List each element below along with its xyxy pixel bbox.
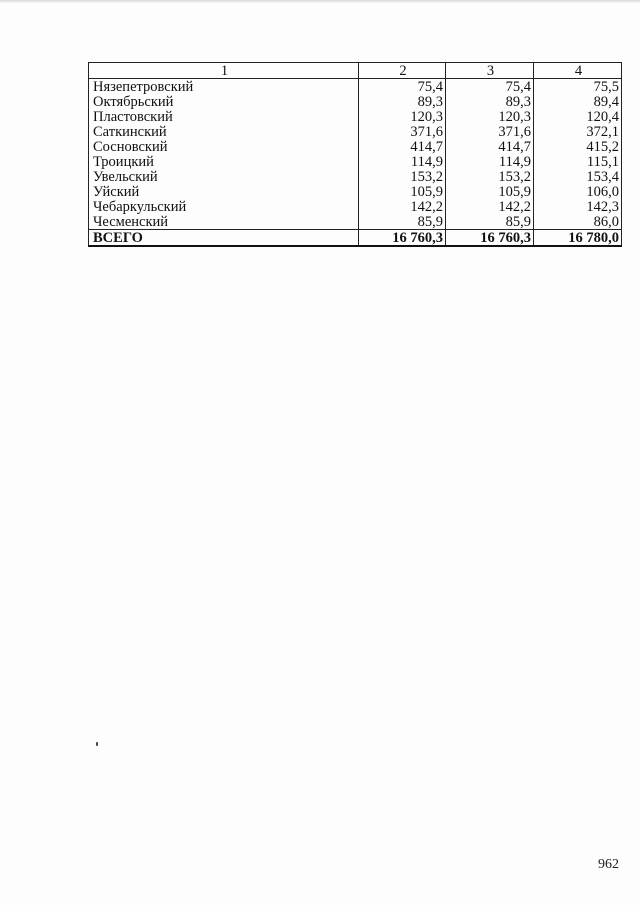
column-header: 3	[446, 63, 534, 79]
page-number: 962	[598, 857, 619, 872]
table-total-row	[89, 230, 622, 247]
cell-value: 120,3	[446, 109, 534, 124]
cell-value: 89,3	[359, 94, 446, 109]
total-value: 16 760,3	[359, 230, 446, 247]
district-name: Уйский	[89, 184, 359, 199]
district-name: Троицкий	[89, 154, 359, 169]
district-name: Чесменский	[89, 214, 359, 230]
table-row	[89, 79, 622, 95]
district-name: Нязепетровский	[89, 79, 359, 95]
cell-value: 75,4	[446, 79, 534, 95]
total-value: 16 780,0	[534, 230, 622, 247]
table-row	[89, 184, 622, 199]
data-table	[88, 62, 622, 247]
cell-value: 153,4	[534, 169, 622, 184]
cell-value: 75,4	[359, 79, 446, 95]
district-name: Чебаркульский	[89, 199, 359, 214]
cell-value: 115,1	[534, 154, 622, 169]
district-name: Увельский	[89, 169, 359, 184]
table-row	[89, 214, 622, 230]
column-header: 1	[89, 63, 359, 79]
cell-value: 120,4	[534, 109, 622, 124]
cell-value: 85,9	[359, 214, 446, 230]
table-row	[89, 154, 622, 169]
column-header: 4	[534, 63, 622, 79]
cell-value: 75,5	[534, 79, 622, 95]
cell-value: 415,2	[534, 139, 622, 154]
cell-value: 153,2	[446, 169, 534, 184]
cell-value: 414,7	[359, 139, 446, 154]
cell-value: 85,9	[446, 214, 534, 230]
scan-top-edge	[0, 0, 640, 3]
cell-value: 120,3	[359, 109, 446, 124]
table-row	[89, 94, 622, 109]
column-header: 2	[359, 63, 446, 79]
table-row	[89, 139, 622, 154]
table-row	[89, 169, 622, 184]
cell-value: 89,3	[446, 94, 534, 109]
table-header-row	[89, 63, 622, 79]
cell-value: 142,2	[446, 199, 534, 214]
cell-value: 114,9	[359, 154, 446, 169]
table-row	[89, 124, 622, 139]
cell-value: 371,6	[446, 124, 534, 139]
cell-value: 142,3	[534, 199, 622, 214]
district-name: Сосновский	[89, 139, 359, 154]
table-row	[89, 199, 622, 214]
cell-value: 86,0	[534, 214, 622, 230]
cell-value: 142,2	[359, 199, 446, 214]
total-label: ВСЕГО	[89, 230, 359, 247]
district-name: Саткинский	[89, 124, 359, 139]
table-row	[89, 109, 622, 124]
cell-value: 371,6	[359, 124, 446, 139]
cell-value: 89,4	[534, 94, 622, 109]
cell-value: 414,7	[446, 139, 534, 154]
scan-speck	[96, 742, 98, 746]
district-name: Пластовский	[89, 109, 359, 124]
cell-value: 106,0	[534, 184, 622, 199]
cell-value: 114,9	[446, 154, 534, 169]
cell-value: 372,1	[534, 124, 622, 139]
cell-value: 105,9	[446, 184, 534, 199]
cell-value: 153,2	[359, 169, 446, 184]
total-value: 16 760,3	[446, 230, 534, 247]
cell-value: 105,9	[359, 184, 446, 199]
district-name: Октябрьский	[89, 94, 359, 109]
